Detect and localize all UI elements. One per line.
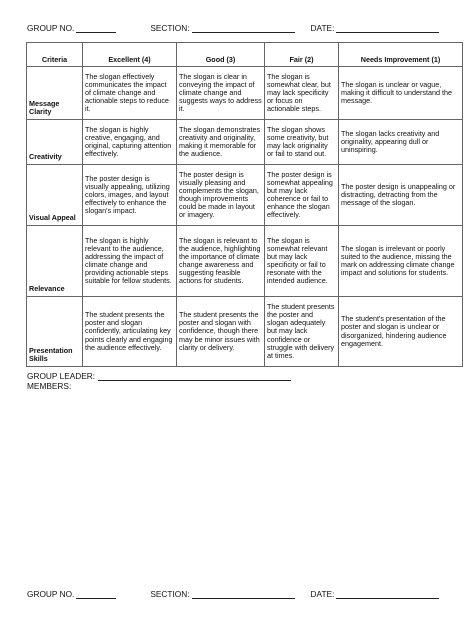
footer-section-field[interactable] xyxy=(150,589,294,599)
rating-cell: The student presents the poster and slogan with confidence, though there may be minor issues with clarity or delivery. xyxy=(177,297,265,367)
date-line[interactable] xyxy=(336,23,439,33)
footer-section-line[interactable] xyxy=(192,589,295,599)
rating-cell: The student's presentation of the poster and slogan is unclear or disorganized, hindering audience engagement. xyxy=(339,297,463,367)
header-criteria: Criteria xyxy=(27,43,83,67)
footer-group-number-label: GROUP NO. xyxy=(27,589,75,599)
rating-cell: The slogan effectively communicates the impact of climate change and actionable steps to reduce it. xyxy=(83,67,177,120)
rating-cell: The slogan is somewhat relevant but may lack specificity or fail to resonate with the intended audience. xyxy=(265,226,339,297)
rating-cell: The slogan is clear in conveying the impact of climate change and suggests ways to address it. xyxy=(177,67,265,120)
footer-group-number-line[interactable] xyxy=(76,589,116,599)
header-fair: Fair (2) xyxy=(265,43,339,67)
leader-members-block xyxy=(27,371,291,391)
rating-cell: The slogan shows some creativity, but may lack originality or fail to stand out. xyxy=(265,120,339,165)
header-row xyxy=(27,43,463,67)
table-row xyxy=(27,120,463,165)
rating-cell: The poster design is somewhat appealing but may lack coherence or fail to enhance the slogan effectively. xyxy=(265,165,339,226)
rating-cell: The student presents the poster and slogan confidently, articulating key points clearly and engaging the audience effectively. xyxy=(83,297,177,367)
group-leader-label: GROUP LEADER: xyxy=(27,371,96,381)
group-leader-line[interactable] xyxy=(98,371,291,381)
footer-fields xyxy=(27,589,452,599)
rating-cell: The slogan is somewhat clear, but may lack specificity or focus on actionable steps. xyxy=(265,67,339,120)
rating-cell: The poster design is unappealing or distracting, detracting from the message of the slogan. xyxy=(339,165,463,226)
footer-date-field[interactable] xyxy=(311,589,440,599)
criteria-cell: Message Clarity xyxy=(27,67,83,120)
rating-cell: The slogan is irrelevant or poorly suited to the audience, missing the mark on addressing climate change impact and solutions for students. xyxy=(339,226,463,297)
members-label: MEMBERS: xyxy=(27,381,72,391)
header-good: Good (3) xyxy=(177,43,265,67)
header-fields xyxy=(27,23,452,33)
rating-cell: The slogan demonstrates creativity and originality, making it memorable for the audience. xyxy=(177,120,265,165)
table-row xyxy=(27,226,463,297)
footer-group-number-field[interactable] xyxy=(27,589,116,599)
rating-cell: The slogan lacks creativity and originality, appearing dull or uninspiring. xyxy=(339,120,463,165)
footer-section-label: SECTION: xyxy=(150,589,190,599)
date-field[interactable] xyxy=(311,23,440,33)
group-leader-field[interactable] xyxy=(27,371,291,381)
header-needs-improvement: Needs Improvement (1) xyxy=(339,43,463,67)
section-label: SECTION: xyxy=(150,23,190,33)
footer-date-line[interactable] xyxy=(336,589,439,599)
rating-cell: The poster design is visually appealing, utilizing colors, images, and layout effectively to enhance the slogan's impact. xyxy=(83,165,177,226)
criteria-cell: Creativity xyxy=(27,120,83,165)
criteria-cell: Visual Appeal xyxy=(27,165,83,226)
rating-cell: The poster design is visually pleasing and complements the slogan, though improvements could be made in layout or imagery. xyxy=(177,165,265,226)
section-line[interactable] xyxy=(192,23,295,33)
rating-cell: The slogan is relevant to the audience, highlighting the importance of climate change awareness and suggesting feasible actions for students. xyxy=(177,226,265,297)
rating-cell: The slogan is unclear or vague, making it difficult to understand the message. xyxy=(339,67,463,120)
rating-cell: The slogan is highly creative, engaging, and original, capturing attention effectively. xyxy=(83,120,177,165)
footer-date-label: DATE: xyxy=(310,589,335,599)
rubric-table xyxy=(26,42,463,367)
criteria-cell: Presentation Skills xyxy=(27,297,83,367)
table-row xyxy=(27,67,463,120)
header-excellent: Excellent (4) xyxy=(83,43,177,67)
group-number-field[interactable] xyxy=(27,23,116,33)
group-number-line[interactable] xyxy=(76,23,116,33)
rating-cell: The student presents the poster and slogan adequately but may lack confidence or struggle with delivery at times. xyxy=(265,297,339,367)
date-label: DATE: xyxy=(310,23,335,33)
table-row xyxy=(27,165,463,226)
section-field[interactable] xyxy=(150,23,294,33)
rating-cell: The slogan is highly relevant to the audience, addressing the impact of climate change and providing actionable steps suitable for fellow students. xyxy=(83,226,177,297)
group-number-label: GROUP NO. xyxy=(27,23,75,33)
criteria-cell: Relevance xyxy=(27,226,83,297)
table-row xyxy=(27,297,463,367)
